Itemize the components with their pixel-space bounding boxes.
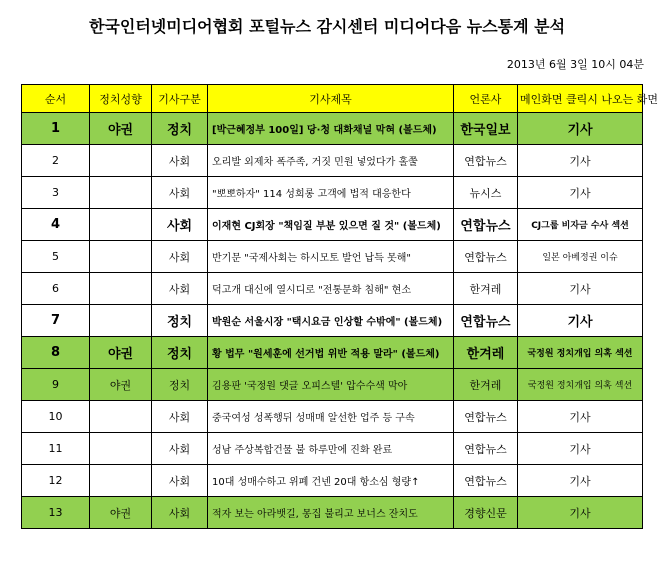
- cell-order: 3: [22, 177, 90, 209]
- cell-order: 12: [22, 465, 90, 497]
- cell-press: 연합뉴스: [454, 241, 518, 273]
- cell-screen: 국정원 정치개입 의혹 섹션: [518, 369, 643, 401]
- table-row: [22, 145, 643, 177]
- cell-tendency: 야권: [90, 369, 152, 401]
- table-row: [22, 337, 643, 369]
- cell-category: 사회: [152, 465, 208, 497]
- cell-tendency: [90, 401, 152, 433]
- cell-screen: 기사: [518, 305, 643, 337]
- table-row: [22, 369, 643, 401]
- cell-screen: 기사: [518, 273, 643, 305]
- cell-screen: 기사: [518, 113, 643, 145]
- table-row: [22, 305, 643, 337]
- cell-headline: 중국여성 성폭행뒤 성매매 알선한 업주 등 구속: [208, 401, 454, 433]
- cell-category: 사회: [152, 401, 208, 433]
- cell-tendency: [90, 305, 152, 337]
- cell-screen: 일본 아베정권 이슈: [518, 241, 643, 273]
- cell-headline: 이재현 CJ회장 "책임질 부분 있으면 질 것" (볼드체): [208, 209, 454, 241]
- cell-press: 연합뉴스: [454, 209, 518, 241]
- table-row: [22, 433, 643, 465]
- news-stats-table: [21, 84, 658, 529]
- cell-category: 사회: [152, 145, 208, 177]
- cell-order: 6: [22, 273, 90, 305]
- cell-press: 연합뉴스: [454, 305, 518, 337]
- col-header-press: 언론사: [454, 85, 518, 113]
- col-header-order: 순서: [22, 85, 90, 113]
- cell-category: 사회: [152, 241, 208, 273]
- cell-headline: 10대 성매수하고 위폐 건넨 20대 항소심 형량↑: [208, 465, 454, 497]
- cell-order: 7: [22, 305, 90, 337]
- cell-headline: 오리발 외제차 폭주족, 거짓 민원 넣었다가 홀쭐: [208, 145, 454, 177]
- cell-category: 정치: [152, 369, 208, 401]
- cell-tendency: [90, 241, 152, 273]
- cell-order: 4: [22, 209, 90, 241]
- cell-screen: 기사: [518, 497, 643, 529]
- cell-press: 한겨레: [454, 273, 518, 305]
- cell-category: 사회: [152, 177, 208, 209]
- cell-screen: 기사: [518, 177, 643, 209]
- cell-order: 11: [22, 433, 90, 465]
- cell-press: 연합뉴스: [454, 145, 518, 177]
- cell-headline: 적자 보는 아라뱃길, 몽집 불리고 보너스 잔치도: [208, 497, 454, 529]
- cell-headline: 덕고개 대신에 열시디로 "전통문화 침해" 현소: [208, 273, 454, 305]
- cell-press: 연합뉴스: [454, 433, 518, 465]
- cell-category: 사회: [152, 273, 208, 305]
- cell-headline: 황 법무 "원세훈에 선거법 위반 적용 말라" (볼드체): [208, 337, 454, 369]
- table-row: [22, 241, 643, 273]
- cell-screen: CJ그룹 비자금 수사 섹션: [518, 209, 643, 241]
- cell-press: 경향신문: [454, 497, 518, 529]
- cell-tendency: [90, 273, 152, 305]
- col-header-headline: 기사제목: [208, 85, 454, 113]
- cell-tendency: [90, 209, 152, 241]
- cell-screen: 국정원 정치개입 의혹 섹션: [518, 337, 643, 369]
- cell-headline: 성남 주상복합건물 불 하루만에 진화 완료: [208, 433, 454, 465]
- table-row: [22, 209, 643, 241]
- report-timestamp: 2013년 6월 3일 10시 04분: [506, 58, 644, 71]
- col-header-category: 기사구분: [152, 85, 208, 113]
- cell-tendency: 야권: [90, 497, 152, 529]
- cell-press: 연합뉴스: [454, 465, 518, 497]
- cell-headline: 반기문 "국제사회는 하시모토 발언 납득 못해": [208, 241, 454, 273]
- cell-screen: 기사: [518, 145, 643, 177]
- cell-press: 한겨레: [454, 337, 518, 369]
- cell-headline: "뽀뽀하자" 114 성희롱 고객에 법적 대응한다: [208, 177, 454, 209]
- cell-press: 연합뉴스: [454, 401, 518, 433]
- cell-order: 8: [22, 337, 90, 369]
- table-header-row: [22, 85, 643, 113]
- cell-tendency: 야권: [90, 337, 152, 369]
- cell-tendency: [90, 465, 152, 497]
- cell-category: 사회: [152, 209, 208, 241]
- table-row: [22, 273, 643, 305]
- cell-press: 한국일보: [454, 113, 518, 145]
- cell-tendency: 야권: [90, 113, 152, 145]
- cell-press: 뉴시스: [454, 177, 518, 209]
- cell-order: 2: [22, 145, 90, 177]
- cell-tendency: [90, 177, 152, 209]
- cell-order: 1: [22, 113, 90, 145]
- col-header-tendency: 정치성향: [90, 85, 152, 113]
- cell-category: 사회: [152, 497, 208, 529]
- cell-category: 사회: [152, 433, 208, 465]
- cell-tendency: [90, 433, 152, 465]
- table-row: [22, 401, 643, 433]
- cell-order: 5: [22, 241, 90, 273]
- table-row: [22, 465, 643, 497]
- col-header-screen: 메인화면 클릭시 나오는 화면: [518, 85, 643, 113]
- cell-press: 한겨레: [454, 369, 518, 401]
- table-row: [22, 113, 643, 145]
- table-row: [22, 497, 643, 529]
- cell-order: 13: [22, 497, 90, 529]
- cell-screen: 기사: [518, 401, 643, 433]
- cell-order: 9: [22, 369, 90, 401]
- cell-screen: 기사: [518, 433, 643, 465]
- table-row: [22, 177, 643, 209]
- cell-screen: 기사: [518, 465, 643, 497]
- cell-category: 정치: [152, 337, 208, 369]
- cell-headline: 김용판 '국정원 댓글 오피스텔' 압수수색 막아: [208, 369, 454, 401]
- cell-headline: 박원순 서울시장 "택시요금 인상할 수밖에" (볼드체): [208, 305, 454, 337]
- cell-category: 정치: [152, 113, 208, 145]
- cell-headline: [박근혜정부 100일] 당·청 대화채널 막혀 (볼드체): [208, 113, 454, 145]
- page-title: 한국인터넷미디어협회 포털뉴스 감시센터 미디어다음 뉴스통계 분석: [88, 17, 566, 36]
- cell-tendency: [90, 145, 152, 177]
- cell-order: 10: [22, 401, 90, 433]
- cell-category: 정치: [152, 305, 208, 337]
